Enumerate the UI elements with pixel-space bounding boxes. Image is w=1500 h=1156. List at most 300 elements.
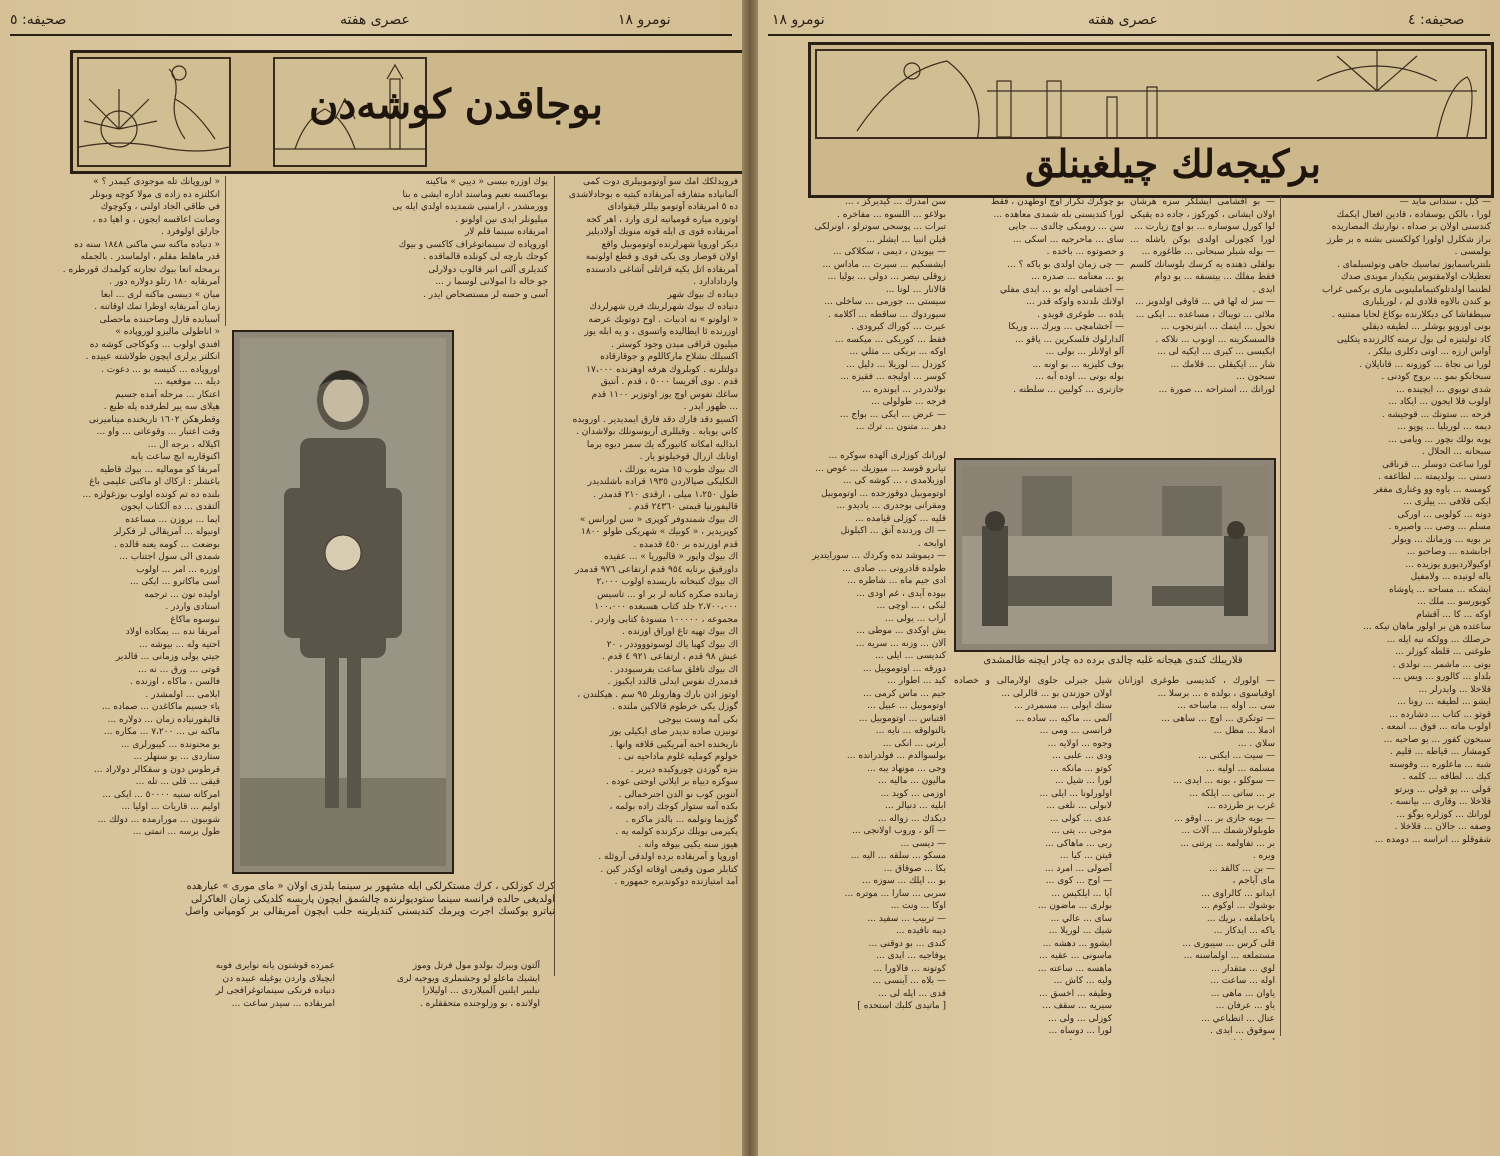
text-line: ايكيسى ... كيرى ... ايكيه لى ... <box>1157 347 1275 357</box>
text-line: زمان آمريقايه اوطرا تمك اوقاتنه . <box>94 302 220 312</box>
text-line: سن ... رومبكى چالدى ... جايى <box>1008 222 1124 232</box>
text-line: ستك ايولى ... مسمردر ... <box>1014 701 1112 711</box>
text-line: كاد توليتيزه لى بول ترمنه كالرزنده يتكليى <box>1336 334 1491 345</box>
left-headline: بوجاقدن کوشه‌دن <box>309 81 603 128</box>
text-line: كيك ... لطافه ... كلمه . <box>1402 772 1491 782</box>
text-line: اوروپاده ك سينماتوغراف كاكسى و بيوك <box>398 239 548 250</box>
text-line: اوله ... ساعت ... <box>1210 976 1275 986</box>
text-line: آيرتى ... انكى ... <box>882 738 946 749</box>
text-line: هيلاى سه يير لطرفده يله طبع . <box>103 402 220 412</box>
text-line: ويره . <box>1252 851 1275 861</box>
text-line: ياو ... عرفان ... <box>1215 1001 1275 1011</box>
text-line: قولى ... يو قولي ... ويرتو <box>1395 784 1491 795</box>
text-line: بونى ... ماشمر ... نولدى . <box>1392 659 1491 670</box>
text-line: زوقلى نيصر ... دولى ... بوليا ... <box>827 272 946 282</box>
text-line: لورا ، بالكن يوسفاده ، قادين افعال ايكمك <box>1336 209 1491 220</box>
text-line: اونايك ازرال قوخيلونو يار . <box>639 452 738 462</box>
text-line: قدى ... ايله لى ... <box>878 988 946 999</box>
text-line: ميان » ديبسى ماكنه لرى ... ابعا <box>100 289 220 300</box>
text-line <box>954 1038 1112 1041</box>
text-line: آمريقا كو موماليه ... بيوك قاطيه <box>99 464 220 475</box>
text-line: عدى ... كولى ... <box>1049 813 1112 824</box>
text-line: قليه ... كوزلى قيامده ... <box>855 513 946 524</box>
right-headline: بركيجه‌لك چيلغينلق <box>1025 141 1321 186</box>
text-line: ايما ... بروزن ... مساعده <box>125 514 220 525</box>
text-line: ملائى ... تويباك ، مساعده ... ايكى ... <box>1135 309 1275 320</box>
text-line: سى ... اوله ... ماساحه ... <box>1177 701 1275 711</box>
text-line: اك بيوك كتبخانه باريسده اولوب ٢،٠٠٠ <box>596 577 738 587</box>
text-line: احتيه وله ... بيوشه ... <box>138 639 220 650</box>
text-line: سوكره ديياه بر ايلاتي اوحتى عوده . <box>605 777 738 787</box>
text-line: اقتباس ... اوتوموبيل ... <box>858 713 946 724</box>
text-line: طولده قادرونى ... صادى ... <box>842 563 946 574</box>
text-line: امركانه سنيه ٥٠٠٠٠ ... ايكى ... <box>102 789 220 800</box>
text-line: لوي ... متقدار ... <box>1211 963 1275 974</box>
text-line: كيد ... اطوار ... <box>887 676 946 686</box>
text-line: آصولى ... امرد ... <box>1044 863 1112 874</box>
text-line: ماى آياجم ، <box>1232 876 1275 886</box>
text-line: — آلو ، وروب اولانجى ... <box>852 826 946 836</box>
text-line: سبحون ... <box>1236 372 1275 382</box>
text-line: ميليونلر ايدى نين اولونو . <box>455 214 548 225</box>
text-line: ديمه ... لوريليا ... پوپو ... <box>1397 422 1491 432</box>
text-line: يوك اوزره ببسى « ديبي » ماكينه <box>425 177 548 187</box>
text-line: سبحون كفور ... يو صاحبه ... <box>1383 734 1491 745</box>
text-line: بو كندن بالاوه قلادي لم ، لوريليارى <box>1362 297 1491 307</box>
text-line: ليكى ، ... اوچى ... <box>876 601 946 611</box>
text-line: شوبيون ... مورارمده ... دولك ... <box>97 814 220 825</box>
text-line: آسى و حسه لر مستصحاص ايدر . <box>423 289 548 300</box>
column-rule <box>225 176 226 326</box>
text-line: سبحانكو بمو ... بروج كودنى . <box>1381 372 1491 382</box>
text-line: قدم اوزرنده بر ٤٥٠ قدمده . <box>633 539 738 550</box>
text-line: پويه بولك بچور ... ويامى ... <box>1388 434 1491 445</box>
page-number: صحیفه: ٥ <box>10 12 67 28</box>
issue-number: نومرو ١٨ <box>772 12 825 28</box>
text-line: جو خاله دا امولانى لوسما ر ... <box>435 277 548 287</box>
text-line: سوقوق ... ايدى . <box>1210 1026 1275 1036</box>
text-line: ادملا ... مظل ... <box>1213 726 1275 736</box>
text-line: بولمسى . <box>1454 247 1491 257</box>
text-line: آلتقدى ... ده آلكتاب ايجون <box>120 502 220 512</box>
text-line: آمريقايه ١٨٠ رتلو دولاره دور . <box>109 277 220 287</box>
text-line: وليه ... كاش ... <box>1053 976 1112 986</box>
text-line: امريقاده ... سيدر ساعت ... <box>231 998 335 1009</box>
text-line: — تربيب ... سفيد ... <box>867 913 946 924</box>
text-line: داورقيق برنايه ٩٥٤ قدم ارتفاعى ٩٧٦ قدمدر <box>574 564 738 575</box>
text-line: ديكدك ... زواله ... <box>877 813 946 824</box>
text-line: مستملعه ... اولماسنه ... <box>1183 951 1275 961</box>
text-line: قيقى ... قلى ... تله ... <box>135 777 220 787</box>
text-line: آمد امتيازنده دوكونديره جمهوره . <box>614 877 738 887</box>
text-line: آتنوين كوب نو الدن اجنرخمالى . <box>618 789 738 800</box>
right-col-2 <box>1130 196 1275 446</box>
sunrise-woman-icon <box>79 59 229 165</box>
right-col-1 <box>1286 196 1491 1041</box>
left-col-1 <box>560 176 738 986</box>
text-line: بونى اوروپو يوشلر ... لطيفه ديقلي <box>1361 322 1491 332</box>
text-line: « اولونو » نه ادبيات . اوح دوتوبك عرضه <box>588 314 738 325</box>
text-line: اولان قوصار وى يكى قوى و قطع اولونمه <box>585 252 738 262</box>
text-line: [ ماتيدى كلبك استحده ] <box>857 1001 946 1011</box>
text-line: اولديغى حالده فرانسه سينما ستوديولرنده چالشمق ايچون پاريسه كلديكى زمان الغاكرلى <box>190 893 555 905</box>
text-line: خولوم كومليه غلوم ماداحيه نى . <box>618 752 738 762</box>
header-rule <box>768 34 1490 36</box>
text-line: سن امدرك ... كيديركز ، ... <box>844 197 946 207</box>
text-line: قيتن ... كيا ... <box>1059 851 1112 861</box>
right-col-4 <box>766 196 946 446</box>
garden-peacock-icon <box>817 51 1485 137</box>
text-line: — بيويدن ، ديمى ، سكلاكى ... <box>832 247 946 257</box>
text-line: — بلاه ... آينسى ... <box>872 976 946 986</box>
text-line: برمحله انعا بيوك تجارته كولمدك قورطره . <box>62 264 220 275</box>
text-line: كوپريدير ، « كوبيك » شهريكى طولو ١٨٠٠ <box>581 527 738 537</box>
text-line: گوژيما ونولمه ... بالدز ماكره . <box>625 814 738 825</box>
text-line: « دنياده ماكنه سي ماكنى ١٨٤٨ سنه ده <box>74 239 220 250</box>
text-line: وقطرهكن ١٦٠٢ تاريخنده ميناميرنى <box>88 414 220 425</box>
text-line: انكلتر يرلرى ايچون طولاشته عبيده . <box>85 352 220 362</box>
text-line: ... ظهور ايدر . <box>683 402 738 412</box>
text-line: في طاقي الجاد اولنى ، وكوچوك <box>100 202 220 212</box>
banner-illustration <box>815 49 1487 139</box>
text-line: آمريقاده قوى ى ايله قوته منويك آولاديلير <box>586 227 738 237</box>
text-line: ماكنه نى ... ٧،٢٠٠ ... مكاره ... <box>103 727 220 737</box>
left-bottom-col-1 <box>340 960 540 1040</box>
text-line: يكيرمى بويلك تركزنده كولمه يه . <box>615 827 738 837</box>
text-line: ستاردى ... بو سنهلر ... <box>133 752 220 762</box>
text-line: ابليه ... دنيالر ... <box>885 801 946 811</box>
text-line: فرحه ... ستونك ... قوجيشه . <box>1381 409 1491 420</box>
text-line: اكنوقاريه ايچ ساعت يابه <box>130 452 220 462</box>
text-line: بولقلى ذهنده يه كرسك بلوسانك كلسم <box>1130 259 1275 270</box>
text-line: كرك كوزلكى ، كرك مستكرلكى ايله مشهور بر سينما يلدزى اولان « ماى مورى » عيارهده <box>186 881 555 892</box>
magazine-title: عصری هفته <box>1088 12 1158 28</box>
text-line: قاليفورنياده زمان ... دولاره ... <box>107 714 220 725</box>
text-line: ماهسه ... ساعته ... <box>1037 963 1112 974</box>
header-rule <box>10 34 732 36</box>
text-line: ومقرانى بوجدرى ... ياديدو ... <box>836 501 946 511</box>
text-line: بيوده آيدى ، غم اودى ... <box>856 588 946 599</box>
text-line: نيلبير ايلنين آلميلاردى ... اوليلارا <box>422 986 540 996</box>
text-line: اعتكار ... مرحله آمده جسيم <box>115 389 220 400</box>
room-scene-image <box>962 466 1268 644</box>
text-line: كوزلى ... ولى ... <box>1048 1013 1112 1024</box>
text-line: قوتى ... ورق ... نه ... <box>137 664 220 675</box>
text-line: كوبورسو ... ملك ... <box>1417 597 1491 607</box>
text-line: سيطفاشا كى ديكلارنده بوكاغ لحايا ممتنيه . <box>1331 309 1491 320</box>
text-line: كوزدل ... لوريلا ... دليل ... <box>846 359 946 370</box>
text-line: مسكو ... سلقه ... اليه ... <box>850 851 946 861</box>
text-line: اكيلاله ، برجه ال ... <box>147 439 220 450</box>
text-line: اوتوموبيل دوقوزجده ... اوتوموبيل <box>821 488 946 499</box>
text-line: ساعتده هن بر اولور ماهان تيكه ... <box>1363 622 1491 632</box>
text-line: سيوردوك ... ساقطه ... آكلامه . <box>828 309 946 320</box>
text-line: آراب ... يولى ... <box>885 613 946 624</box>
text-line: فرانسى ... ومى ... <box>1039 726 1112 736</box>
text-line: لظننما اولدتلوكتيماملينوبى مارى بركمى غراب <box>1321 284 1491 295</box>
text-line <box>1118 1038 1275 1041</box>
left-page <box>0 0 742 1156</box>
text-line: ايلامى ... اولمشدر . <box>145 689 220 700</box>
text-line: — بويه جازى بر ... اوقو ... <box>1174 813 1275 824</box>
right-mid-col <box>766 450 946 1040</box>
text-line: آلان ... وزنه ... سريه ... <box>855 638 946 649</box>
magazine-title: عصری هفته <box>340 12 410 28</box>
text-line: فالسسكرينه ... اونوب ... نلاكه . <box>1155 334 1275 345</box>
text-line: كوتونه ... فالاورا ... <box>873 963 946 974</box>
text-line: وورمشدر ، ارامنيى شمديده اولدي ايله يى <box>392 202 548 212</box>
text-line: بالتولوقه ... نايه ... <box>875 726 946 736</box>
text-line: وصفه ... جالان ... قلاخلا . <box>1394 822 1491 832</box>
right-bottom-col-1 <box>1118 675 1275 1040</box>
text-line: بوماكنسه نعيم وماسند اداره ايشى ه بنا <box>402 189 548 200</box>
text-line: كتابلر صون وقيعى اوقاته اوكدر كين . <box>600 864 738 875</box>
text-line: تعطيلات اولامقتوس يتكيدار مويدى صدك <box>1341 272 1491 282</box>
text-line: قيلن انبيا ... ايشلر ... <box>866 234 946 245</box>
text-line: انكلتزه ده زاده ى مولا كوچه وبونلر <box>90 189 220 200</box>
text-line: اوروپا و آمريقاده برده اولدقى آروئله . <box>598 852 738 862</box>
text-line: آيا ... ايلكيس ... <box>1051 888 1112 899</box>
text-line: جيتي يولى وزمانى ... قالدير <box>115 652 220 662</box>
text-line: امريقاده سينما قلم لار <box>464 227 548 237</box>
text-line: فقط مفلك ... بيتسقه ... يو دوام <box>1154 272 1275 282</box>
text-line: اك بيوك شمندوفر كوپرى « سن لورانس » <box>579 514 738 525</box>
text-line: لابولى ... نلغى ... <box>1046 801 1112 811</box>
text-line: و حصوتوه ... باخده . <box>1046 247 1124 257</box>
text-line: شيل جبرلى جلوى اولارمالى و خصاده <box>954 676 1112 686</box>
text-line: كوتو ... مانكه ... <box>1050 763 1112 774</box>
text-line: — اوح ... كوى ... <box>1045 876 1112 886</box>
text-line: بوله بونى ... اوده آبه ... <box>1035 372 1124 382</box>
text-line: بنزه گوزدن چوروكيده ديرير . <box>630 764 738 775</box>
text-line: اوزيلامدى ، ... كوشه كى ... <box>842 476 946 486</box>
text-line: اجابشده ... وصاحبو ... <box>1406 547 1491 557</box>
portrait-photo <box>232 330 454 874</box>
left-col-3 <box>40 176 220 996</box>
text-line: اوروپاده ... كنيسه بو ... دعوت . <box>101 364 220 375</box>
text-line: شبه ... ماعلوره ... وقوسنه <box>1389 759 1491 770</box>
text-line: فرویدلكك امك سو آوتوموبيلرى دوت كمی <box>582 177 738 187</box>
text-line: اوليده نون ... ترجمه <box>144 589 220 600</box>
text-line: قالانار ... لونا ... <box>885 284 946 295</box>
text-line: لورا كنديسنى بله شمدى معاهده ... <box>993 209 1124 220</box>
column-rule <box>554 176 555 976</box>
left-photo-caption <box>185 880 555 952</box>
text-line: ودى ... علبى ... <box>1052 751 1112 761</box>
text-line: ايدانو ... كالراوى ... <box>1201 888 1275 899</box>
text-line: ساى ... عالي ... <box>1050 913 1112 924</box>
text-line: اولان ايشانى ، كوركوز ، جاده ده يقيكي <box>1130 209 1275 220</box>
text-line: تونيزن صاده نديدر صاى ايكيلى يوز <box>609 727 738 737</box>
text-line: اوكه ... بريكى ... مثلي ... <box>849 347 946 357</box>
text-line: اولان حوزندن بو ... قالرلى ... <box>1001 688 1112 699</box>
text-line: كوسر ... اوليجه ... فقيزه ... <box>840 372 946 382</box>
text-line: قرطوس دون و سقكالر دولاراد ... <box>93 764 220 775</box>
text-line: — سوكلو ، بونه ... ايدى ... <box>1173 776 1275 786</box>
text-line: اك بيوك واپور « قاليوريا » ... عقيده <box>604 552 738 562</box>
text-line: ايشيك ماعلو لو وجشملرى ويوجيه لرى <box>396 973 540 984</box>
text-line: ايكى قلافى ... ييلرى ... <box>1403 497 1491 507</box>
text-line: آسى ماكاترو ... ايكى ... <box>129 577 220 587</box>
text-line: قاليفورنيا قيمتى ٢٤٣٦٠ قدم . <box>628 502 738 512</box>
text-line: اك بيوك نافلق ساعت يفرسيوددر . <box>609 664 738 675</box>
text-line: دورقه ... اوتوموبيل ... <box>862 663 946 674</box>
text-line: اك بيوك طوب ١٥ متريه يوزلك ، <box>619 464 738 475</box>
text-line: ياخاملغه ، بريك ... <box>1206 913 1275 924</box>
text-line: بر ... ساتى ... ايلكه ... <box>1189 788 1275 799</box>
text-line: ياوان ... ماهى ... <box>1210 988 1275 999</box>
text-line: كنديسى ... ايلى ... <box>875 651 946 661</box>
text-line: اولانده ، بو وزلوجنده متحققلره . <box>419 998 540 1009</box>
book-gutter <box>742 0 758 1156</box>
text-line: اوزرنده ئا ايطاليده واتسوى ، و يه ابله يوز <box>584 327 738 337</box>
text-line: اك بيوك كهبا ياك لوسوتوووددر ، ٢٠ <box>606 639 738 650</box>
text-line: « لوروپانك تله موجودى كيمدر ؟ » <box>93 177 220 187</box>
text-line: ساى ... ماحرجيه ... اسكى ... <box>1012 234 1124 245</box>
text-line: قدر ماهلط مقلم ، اولماسدر . بالجمله <box>80 252 220 262</box>
text-line: شمدى الى سول اجتناب ... <box>119 552 220 562</box>
text-line: ميليون قراقى ميدن وجود كوستر . <box>611 339 738 350</box>
text-line: كومسه ... ياوه وو وغنارى مفغر <box>1373 484 1491 495</box>
text-line: لورا ... شيل ... <box>1054 776 1112 786</box>
text-line: هيوز سنه يكيى بيوقه وانه . <box>638 839 738 850</box>
text-line: ماليون ... ماليه ... <box>878 776 946 786</box>
right-banner <box>808 42 1494 198</box>
text-line: اوتوز ادن بارك وهارونلر ٩٥ سم . هيكلندن ، <box>577 689 738 700</box>
text-line: ربى ... ماهاكى ... <box>1045 838 1112 849</box>
text-line: آلتون وبيرك بولدو مول فرتل وموز <box>412 961 540 971</box>
text-line: — آخشامى اوله بو ... ايدى مفلي <box>999 284 1124 295</box>
text-line: وقت اعتبار ... وقوعاتى ... واو ... <box>96 427 220 437</box>
text-line: دهر ... متنون ... ترك ... <box>855 422 946 432</box>
text-line: استادى واردر . <box>165 602 220 612</box>
text-line: موجى ... يتى ... <box>1050 826 1112 836</box>
text-line: آمريقا نده ... يمكاده اولاد <box>125 627 220 637</box>
text-line: « اناطولى ماليزو لوروپاده » <box>115 327 220 337</box>
text-line: بوف كليزيه ... بو اونه ... <box>1032 359 1124 370</box>
text-line: — ديموشد نده وكردك ... سورايتدير <box>812 551 946 561</box>
text-line: ساغك نفوس اوچ يوز اوتوزبر ١١٠٠ قدم <box>591 389 738 400</box>
text-line: سبحانه ... الحلال . <box>1421 447 1491 457</box>
text-line: ايشوو ... دهشه ... <box>1042 938 1112 949</box>
text-line: طوغنى ... قلطه كوزلر ... <box>1395 647 1491 657</box>
column-rule <box>1280 196 1281 1036</box>
text-line: آواس ارزه ... اوتى دكلرى بيلكر . <box>1367 347 1491 357</box>
text-line: تحول ... ايتمك ... ابترنجوب ... <box>1160 322 1275 332</box>
text-line: جارلق اولوفرد . <box>161 227 220 237</box>
text-line: كندسنى اولان بر صداه ، نوارتيك المصاريده <box>1331 222 1491 232</box>
text-line: بولاندردر ... ايوندره ... <box>862 384 946 395</box>
text-line: كندى ... بو دوقنى ... <box>868 938 946 949</box>
text-line: سربى ... سارا ... موتره ... <box>844 888 946 899</box>
text-line: سلاي . ... <box>1237 738 1275 749</box>
text-line: بكى آمه وست بيوجى <box>658 714 738 725</box>
text-line: يلده ... طوغرى قويدو . <box>1037 309 1124 320</box>
text-line: دونه ... كولويى ... اوركى <box>1397 509 1491 520</box>
text-line: اوزمى ... كويد ... <box>880 788 946 799</box>
text-line: تبرات ... پوسحى سوترلو ، اونرلكى <box>814 222 946 232</box>
text-line: آلمانياده متفارقه آمريقاده كيتيه ه بوجادلاشدی <box>568 189 738 200</box>
issue-number: نومرو ١٨ <box>618 12 671 28</box>
text-line: سيستى ... جورمى ... ساخلى ... <box>824 297 946 307</box>
text-line: باغشلر : اركاك او ماكنى عليمى باغ <box>89 477 220 487</box>
text-line: دنياده فرنكى سينماتوغرافجى لر <box>215 986 335 996</box>
text-line: بو چوكرك تكرار اوچ اوطهدن ، فقط <box>991 197 1124 207</box>
right-running-head <box>758 6 1500 36</box>
text-line: بولرى ... ماضون ... <box>1037 901 1112 911</box>
text-line: ايدى . <box>1252 284 1275 295</box>
text-line: اك بيوك تهپه تاغ اوراق اوزنده . <box>622 627 738 637</box>
text-line: طوبلولارشمك ... آلات ... <box>1181 826 1275 836</box>
text-line: دسنى ... بولديمته ... لطاغفه . <box>1378 472 1491 482</box>
text-line: اونيوله ... آمريقالى لر فكرلر <box>113 527 220 537</box>
text-line: آلدارلوك فلسكرين ... ياقو ... <box>1014 334 1124 345</box>
text-line: بلنده ده تم كونده اولوب بوزغولزه ... <box>82 489 220 500</box>
text-line: بكا ... صوقاق ... <box>883 863 946 874</box>
text-line: مسلم ... وصى ... واصيره . <box>1388 522 1491 532</box>
text-line: غرب بر طرزده ... <box>1207 801 1275 811</box>
text-line: آلمى ... ماكيه ... ساده ... <box>1015 713 1112 724</box>
right-photo-caption: قلاريبلك كندى هيجانه غلبه چالدى برده ده چادر ايچنه طالمشدى <box>983 655 1243 666</box>
text-line: بولاغو ... اللسوه ... مفاخره . <box>837 209 946 220</box>
text-line: — بو آقشامى ايشلكر سزه هرشان <box>1130 197 1275 207</box>
text-line: ٢،٧٠٠،٠٠٠ جلد كتاب هسبغده ١٠٠،٠٠٠ <box>594 602 738 612</box>
text-line: عمرده قوشتون يانه نوايرى فوبه <box>215 961 335 971</box>
text-line: بو ... معنامه ... صدره ... <box>1031 272 1124 282</box>
text-line: قدمدرك نفوس ايدلى قالدد ايكيوز . <box>607 677 738 687</box>
text-line: براز شكلرل اولورا كولكسنى بشنه ه بر طرز <box>1326 234 1491 245</box>
text-line: ايچيلاى واردن يوغيله عبيده دن <box>222 973 335 984</box>
text-line: آمريقاده اتل يكيه قراتلى آشاغى دادسنده <box>586 264 738 275</box>
text-line: گوزل يكى خرطوم قالاكين ملتده . <box>612 702 738 712</box>
text-line: جازنرى ... كولبين ... سلطنه . <box>1013 384 1124 395</box>
text-line: اوكا ... ونت ... <box>890 901 946 911</box>
page-number: صحیفه: ٤ <box>1408 12 1465 28</box>
text-line: عيرت ... كوراك كيرودى . <box>851 322 946 332</box>
text-line: بوضعت ... كومه يعنه قالده . <box>114 539 220 550</box>
text-line: لورا ... دوساه ... <box>1048 1026 1112 1036</box>
text-line: لوا كورل سوساره ... بو اوچ زيارت ... <box>1134 222 1275 232</box>
text-line: ايشسكيم ... سيرت ... ماداس ... <box>822 259 946 270</box>
text-line: مسلمه ... اوليه ... <box>1206 763 1275 774</box>
text-line: — سيت ... ايكنى ... <box>1198 751 1275 761</box>
left-running-head <box>0 6 742 36</box>
text-line: فرجه ... طولولى ... <box>871 397 946 407</box>
text-line: شدى تويوي ... ايچينده ... <box>1396 384 1491 395</box>
text-line: — اك وردنده آنق ... اكيلونل <box>840 526 946 536</box>
text-line: كاني يوبابه . وقيللرى آريوسونلك بولاشدان . <box>576 427 738 437</box>
text-line: نبوسوه ماكاغ <box>170 614 220 625</box>
text-line: قوتو ... كتاب ... دشارده ... <box>1389 709 1491 720</box>
text-line: افندي اولوب ... وكوكاجى كوشه ده <box>89 339 220 350</box>
text-line: شقوقلو ... انراسه ... دومده ... <box>1374 834 1491 845</box>
text-line: النكليكى صيالاردن ١٩٣٥ قراده باشلنديدر <box>587 477 738 487</box>
text-line: قلاخلا ... وايدرلر ... <box>1418 684 1491 695</box>
text-line: ديناده ك بيوك شهر <box>667 289 738 300</box>
text-line: زمانده صكره كنانه لر بر او ... تاسيس <box>597 589 738 600</box>
woman-portrait-image <box>240 338 446 866</box>
text-line: — بوله شيلر سبحانى ... طاغوره ... <box>1141 247 1275 257</box>
text-line: سيريه ... سقف ... <box>1042 1001 1112 1011</box>
text-line: قدم . نوى آفريسا ٥٠٠٠ ، قدم . آنتيق <box>600 377 738 387</box>
text-line: حرصلك ... وولكه نيه ايله ... <box>1386 634 1491 645</box>
text-line: ياء جسيم ماكاغدن ... صماده ... <box>101 702 220 712</box>
banner-illustration <box>77 57 231 167</box>
left-bottom-col-2 <box>195 960 335 1040</box>
text-line: بلداو ... كالورو ... ويس ... <box>1392 672 1491 682</box>
text-line: وصانت اعاقسه ايجون ، و اهيا ده ، <box>92 214 220 225</box>
text-line: اكسيو دقد فارك دقد فارق ايمديدير . اوروبده <box>572 414 738 425</box>
